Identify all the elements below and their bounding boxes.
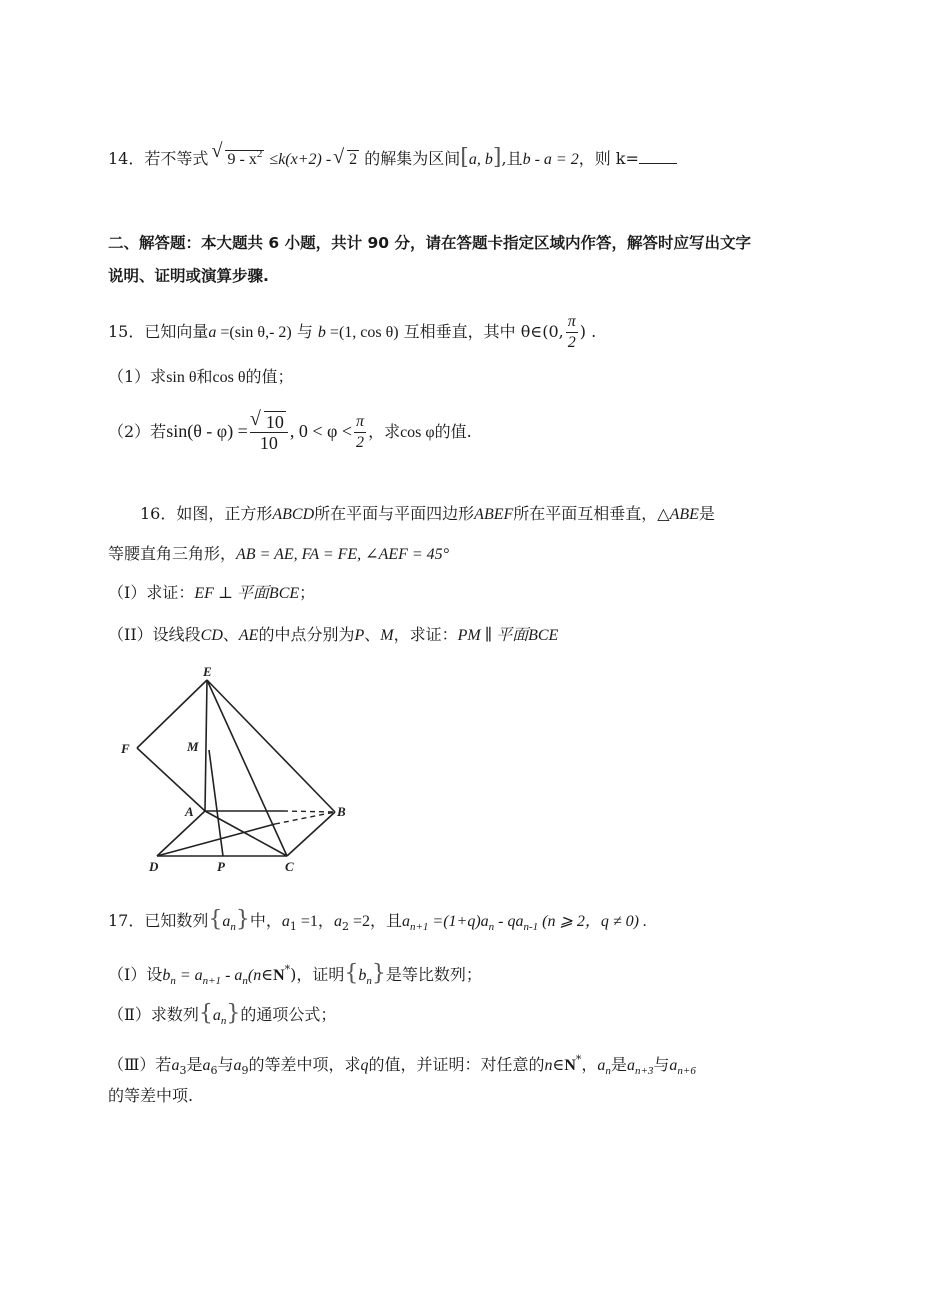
label-C: C	[285, 859, 294, 874]
q17-p3-n: n∈	[544, 1057, 565, 1074]
q15-part2-frac-num: √ 10	[250, 412, 288, 433]
q16-part1-end: ；	[299, 583, 316, 602]
q17-p2-a: a	[212, 1007, 221, 1024]
edge-E-B	[207, 680, 335, 812]
q17-an: a	[222, 913, 231, 930]
q14-prefix: 若不等式	[144, 149, 209, 168]
q14-sqrt2: √ 2	[335, 146, 359, 174]
right-brace-icon: }	[235, 907, 250, 932]
q17-p1-N: N	[273, 967, 285, 984]
q16-AE: AE	[238, 627, 259, 644]
q17-p1-end: 是等比数列；	[385, 965, 482, 984]
q16-text-d: 是	[698, 504, 715, 523]
q15-part2-end: 的值.	[434, 422, 472, 441]
q17-p3-a9: a	[233, 1057, 242, 1074]
right-brace-icon: }	[226, 1001, 241, 1026]
q17-a1-val: =1，	[296, 913, 334, 930]
q17-rec: a	[401, 913, 410, 930]
q17-p3-a6: a	[202, 1057, 211, 1074]
q17-part3	[108, 1046, 696, 1085]
q14-suffix: ，则 k=	[578, 149, 639, 168]
q15-middle: 互相垂直，其中 θ∈(0,	[398, 322, 564, 341]
q17-a2: a	[333, 913, 342, 930]
vector-b: b	[317, 324, 326, 341]
q16-sep2: 、	[364, 625, 381, 644]
q15-part1-sin: sin θ	[166, 369, 197, 386]
q16-line2-text: 等腰直角三角形，	[108, 544, 237, 563]
q17-p1-sub1: n+1	[202, 975, 222, 987]
q17-p3-text2: 的值，并证明：对任意的	[368, 1055, 545, 1074]
q17-rec-mid: =(1+q)a	[428, 913, 489, 930]
edge-F-A	[137, 748, 205, 811]
q17-p1-bn-sub: n	[366, 975, 372, 987]
q15-part2-cond: , 0 < φ <	[289, 421, 353, 441]
geometry-figure	[115, 664, 375, 884]
left-brace-icon: {	[198, 1001, 213, 1026]
q14-middle: 的解集为区间	[364, 149, 461, 168]
q17-p3-an: a	[597, 1057, 606, 1074]
q16-line2-math: AB = AE, FA = FE, ∠AEF = 45°	[236, 546, 450, 563]
question-17	[108, 906, 647, 941]
q17-rec-mid2: - qa	[494, 913, 524, 930]
q17-p3-N: N	[564, 1057, 576, 1074]
section-2-heading-line2: 说明、证明或演算步骤.	[108, 267, 269, 285]
label-E: E	[203, 664, 212, 679]
q17-p3-with2: 与	[653, 1055, 670, 1074]
q16-text-a: 16．如图，正方形	[140, 504, 273, 523]
question-15	[108, 312, 596, 353]
hidden-edge-A-B	[283, 811, 335, 812]
q16-ABCD: ABCD	[272, 506, 315, 523]
question-16-line1	[140, 500, 715, 529]
q16-M: M	[380, 627, 394, 644]
q15-part2-cos: cos φ	[400, 424, 435, 441]
q16-sep: 、	[222, 625, 239, 644]
q17-p3-a3: a	[171, 1057, 180, 1074]
right-bracket-icon: ]	[492, 145, 502, 170]
q17-p3-star: *	[575, 1053, 582, 1066]
q17-p1-label: （Ⅰ）设	[108, 965, 163, 984]
q17-p1-eq: = a	[175, 967, 203, 984]
question-14	[108, 140, 677, 174]
edge-E-A	[205, 680, 207, 811]
q17-p3-an-sub: n	[605, 1065, 611, 1077]
q14-sqrt	[213, 140, 264, 174]
q15-prefix: 已知向量	[144, 322, 209, 341]
left-bracket-icon: [	[460, 145, 469, 170]
q14-sqrt-content: 9 - x	[227, 151, 257, 168]
label-M: M	[187, 739, 199, 754]
q17-a1-sub: 1	[289, 920, 297, 933]
right-brace-icon: }	[371, 961, 386, 986]
q16-ABE: ABE	[669, 506, 699, 523]
q17-p3-label: （Ⅲ）若	[108, 1055, 172, 1074]
q17-p1-cond: (n∈	[247, 967, 274, 984]
q16-CD: CD	[200, 627, 223, 644]
edge-C-B	[287, 812, 335, 856]
q14-answer-blank	[639, 149, 677, 164]
q17-p2-sub: n	[220, 1015, 227, 1027]
q17-p1-minus: - a	[221, 967, 243, 984]
q16-part2	[108, 621, 558, 650]
question-16-line2	[108, 540, 449, 569]
q14-cond-prefix: ,且	[501, 149, 523, 168]
q17-p2-label: （Ⅱ）求数列	[108, 1005, 199, 1024]
q14-number: 14．	[108, 149, 145, 168]
q17-rec-sub2: n	[488, 921, 495, 933]
q17-prefix: 已知数列	[144, 911, 209, 930]
q15-part1-cos: cos θ	[212, 369, 246, 386]
q17-p3-a6-sub: 6	[210, 1064, 218, 1077]
q15-part2-frac-den: 10	[259, 433, 278, 453]
q17-p1-bn: b	[358, 967, 367, 984]
q16-part2-math: PM ∥ 平面BCE	[457, 627, 559, 644]
q17-p2-end: 的通项公式；	[240, 1005, 337, 1024]
q17-number: 17．	[108, 911, 145, 930]
q16-part1-label: （I）求证：	[108, 583, 195, 602]
q15-part2-label: （2）若	[108, 422, 167, 441]
q17-p1-bsub: n	[170, 975, 176, 987]
q17-part3-line2: 的等差中项.	[108, 1086, 194, 1105]
left-brace-icon: {	[208, 907, 223, 932]
q17-p1-b: b	[162, 967, 171, 984]
label-F: F	[121, 741, 130, 756]
q17-p3-an6: a	[669, 1057, 678, 1074]
q17-p3-comma: ，	[581, 1055, 598, 1074]
q15-with: 与	[291, 322, 318, 341]
q17-p3-a9-sub: 9	[241, 1064, 249, 1077]
q14-interval: a, b	[468, 151, 493, 168]
q16-P: P	[354, 627, 365, 644]
q17-p3-is: 是	[186, 1055, 203, 1074]
q17-p3-a3-sub: 3	[179, 1064, 187, 1077]
q17-p3-an3-sub: n+3	[634, 1065, 654, 1077]
q17-part2	[108, 1000, 336, 1035]
q17-p3-text: 的等差中项，求	[248, 1055, 361, 1074]
q17-p3-an3: a	[626, 1057, 635, 1074]
q17-p3-is2: 是	[610, 1055, 627, 1074]
q17-rec-end: (n ⩾ 2，q ≠ 0) .	[538, 913, 648, 930]
vector-a-value: =(sin θ,- 2)	[216, 324, 292, 341]
q15-end: ) .	[579, 322, 597, 341]
q16-text-c: 所在平面互相垂直，△	[513, 504, 670, 523]
hidden-edge-D-B	[275, 812, 335, 824]
q16-text-b: 所在平面与平面四边形	[314, 504, 475, 523]
q15-number: 15．	[108, 322, 145, 341]
vector-a: a	[208, 324, 217, 341]
q17-mid: 中，	[249, 911, 282, 930]
q17-p1-sub2: n	[242, 975, 248, 987]
q15-part1-end: 的值；	[245, 367, 294, 386]
label-A: A	[185, 804, 194, 819]
label-P: P	[217, 859, 225, 874]
label-B: B	[337, 804, 346, 819]
q15-part2	[108, 412, 472, 453]
q17-p3-an6-sub: n+6	[677, 1065, 696, 1077]
q16-part2-label: （II）设线段	[108, 625, 201, 644]
q14-inequality: ≤k(x+2) -	[269, 151, 336, 168]
q16-part2-mid: 的中点分别为	[258, 625, 355, 644]
q16-ABEF: ABEF	[474, 506, 514, 523]
q17-p1-star: *	[284, 963, 291, 976]
label-D: D	[149, 859, 159, 874]
q15-fraction: $\frac{\pi}{2}$	[567, 313, 576, 351]
left-brace-icon: {	[344, 961, 359, 986]
q14-sqrt-exp: 2	[256, 148, 263, 160]
q15-part2-pi-fraction: $\frac{\pi}{2}$	[356, 413, 365, 451]
q14-condition: b - a = 2	[522, 151, 579, 168]
q17-p1-close: )，证明	[290, 965, 345, 984]
q15-part1-label: （1）求	[108, 367, 167, 386]
q16-part1	[108, 579, 315, 608]
q15-part2-ask: ，求	[368, 422, 401, 441]
q17-p3-q: q	[360, 1057, 369, 1074]
section-2-heading-line1: 二、解答题：本大题共 6 小题，共计 90 分，请在答题卡指定区域内作答，解答时应写出文字	[108, 234, 751, 252]
q15-part2-fraction	[250, 412, 288, 453]
q17-a2-val: =2，且	[348, 913, 402, 930]
q17-a2-sub: 2	[341, 920, 349, 933]
edge-E-F	[137, 680, 207, 748]
q15-part1-and: 和	[196, 367, 213, 386]
q17-rec-sub3: n-1	[523, 921, 539, 933]
vector-b-value: =(1, cos θ)	[325, 324, 399, 341]
edge-A-C	[205, 811, 287, 856]
q16-prove: ，求证：	[393, 625, 458, 644]
q17-rec-sub: n+1	[409, 921, 429, 933]
q17-an-sub: n	[230, 921, 236, 933]
q15-part1	[108, 363, 294, 392]
q15-part2-expr: sin(θ - φ) =	[166, 421, 248, 441]
q17-a1: a	[281, 913, 290, 930]
q16-part1-math: EF ⊥ 平面BCE	[194, 585, 300, 602]
q17-p3-with: 与	[217, 1055, 234, 1074]
q17-part1	[108, 956, 482, 995]
